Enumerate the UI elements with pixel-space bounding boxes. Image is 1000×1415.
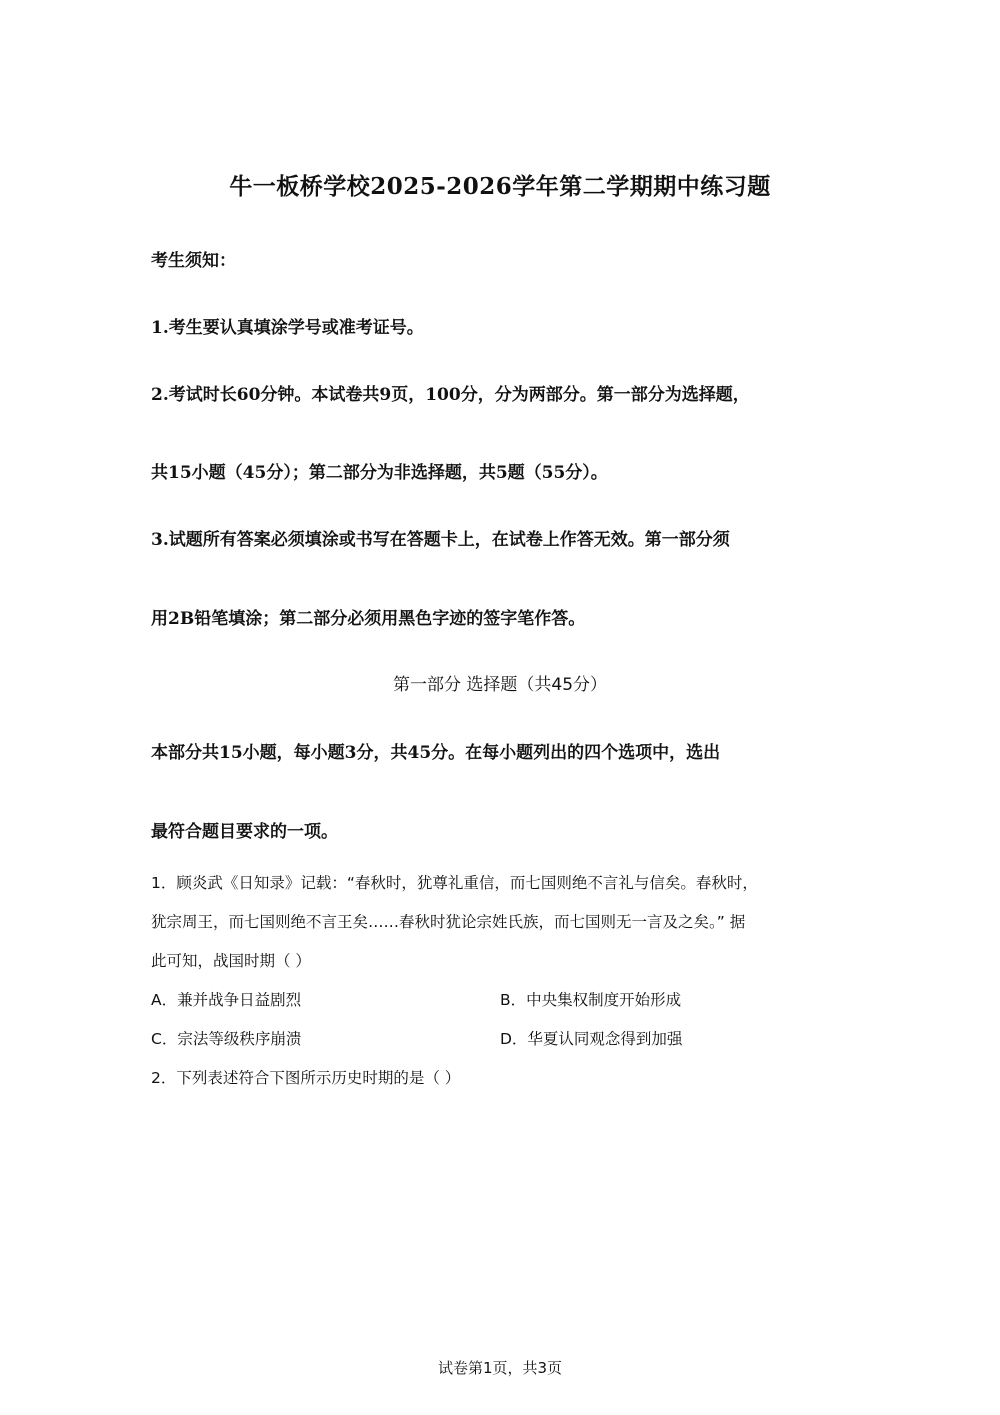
notice-item-2-line-1: 2.考试时长60分钟。本试卷共9页，100分，分为两部分。第一部分为选择题， — [151, 385, 750, 405]
notice-item-3-line-2: 用2B铅笔填涂；第二部分必须用黑色字迹的签字笔作答。 — [151, 609, 586, 629]
notice-item-1: 1.考生要认真填涂学号或准考证号。 — [151, 318, 424, 338]
question-1-line-1: 1．顾炎武《日知录》记载：“春秋时，犹尊礼重信，而七国则绝不言礼与信矣。春秋时， — [151, 874, 758, 892]
question-1-option-c: C．宗法等级秩序崩溃 — [151, 1030, 302, 1048]
page-footer: 试卷第1页，共3页 — [437, 1359, 563, 1377]
part1-instruction-line-2: 最符合题目要求的一项。 — [151, 822, 338, 842]
question-1-line-3: 此可知，战国时期（ ） — [151, 952, 311, 970]
question-2-line-1: 2．下列表述符合下图所示历史时期的是（ ） — [151, 1069, 461, 1087]
question-1-option-a: A．兼并战争日益剧烈 — [151, 991, 302, 1009]
question-1-option-b: B．中央集权制度开始形成 — [500, 991, 682, 1009]
part1-instruction-line-1: 本部分共15小题，每小题3分，共45分。在每小题列出的四个选项中，选出 — [151, 743, 721, 763]
notice-heading: 考生须知： — [151, 251, 236, 271]
notice-item-3-line-1: 3.试题所有答案必须填涂或书写在答题卡上，在试卷上作答无效。第一部分须 — [151, 530, 730, 550]
exam-title: 牛一板桥学校2025-2026学年第二学期期中练习题 — [229, 173, 771, 200]
question-1-option-d: D．华夏认同观念得到加强 — [500, 1030, 683, 1048]
question-1-line-2: 犹宗周王，而七国则绝不言王矣……春秋时犹论宗姓氏族，而七国则无一言及之矣。” 据 — [151, 913, 746, 931]
part1-heading: 第一部分 选择题（共45分） — [392, 675, 608, 695]
notice-item-2-line-2: 共15小题（45分）；第二部分为非选择题，共5题（55分）。 — [151, 463, 608, 483]
